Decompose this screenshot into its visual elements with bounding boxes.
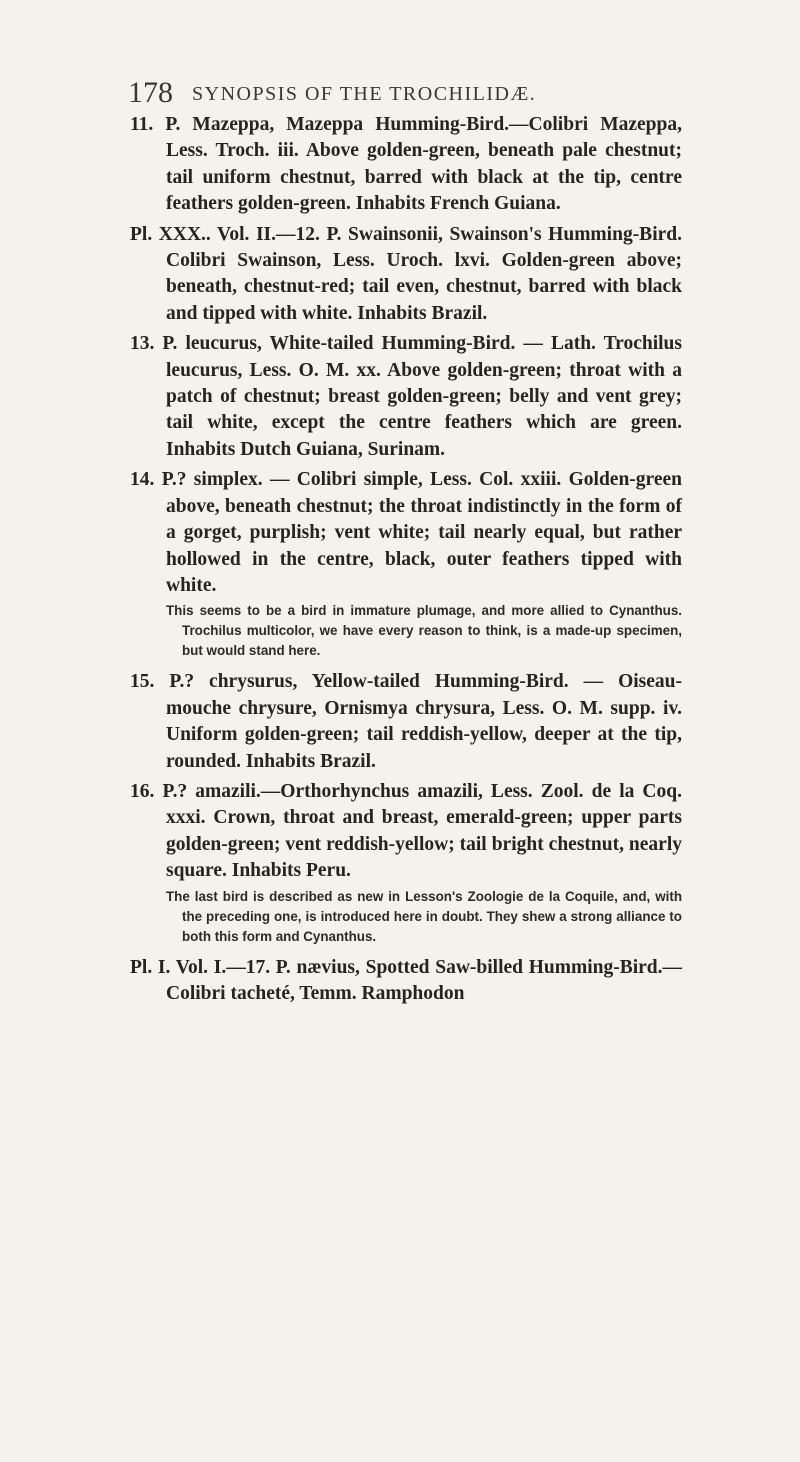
page-body (130, 112, 682, 1011)
running-title: SYNOPSIS OF THE TROCHILIDÆ. (192, 83, 537, 105)
species-entry-11: 11. P. Mazeppa, Mazeppa Humming-Bird.—Colibri Mazeppa, Less. Troch. iii. Above golden-green, beneath pale chestnut; tail uniform chestnut, barred with black at the tip, centre feathers golden-green. Inhabits French Guiana. (130, 114, 682, 215)
species-entry-17: Pl. I. Vol. I.—17. P. nævius, Spotted Saw-billed Humming-Bird.—Colibri tacheté, Temm. Ramphodon (130, 956, 682, 1004)
species-entry-16: 16. P.? amazili.—Orthorhynchus amazili, Less. Zool. de la Coq. xxxi. Crown, throat and breast, emerald-green; upper parts golden-green; vent reddish-yellow; tail bright chestnut, nearly square. Inhabits Peru. (130, 780, 682, 882)
species-entry-14: 14. P.? simplex. — Colibri simple, Less. Col. xxiii. Golden-green above, beneath chestnut; the throat indistinctly in the form of a gorget, purplish; vent white; tail nearly equal, but rather hollowed in the centre, black, outer feathers tipped with white. (130, 469, 682, 596)
footnote-entry-16: The last bird is described as new in Lesson's Zoologie de la Coquile, and, with the preceding one, is introduced here in doubt. They shew a strong alliance to both this form and Cynanthus. (166, 888, 682, 944)
species-entry-12: Pl. XXX.. Vol. II.—12. P. Swainsonii, Swainson's Humming-Bird. Colibri Swainson, Less. Uroch. lxvi. Golden-green above; beneath, chestnut-red; tail even, chestnut, barred with black and tipped with white. Inhabits Brazil. (130, 223, 682, 324)
page-number: 178 (128, 76, 173, 109)
species-entry-15: 15. P.? chrysurus, Yellow-tailed Humming-Bird. — Oiseau-mouche chrysure, Ornismya chrysura, Less. O. M. supp. iv. Uniform golden-green; tail reddish-yellow, deeper at the tip, rounded. Inhabits Brazil. (130, 671, 682, 772)
species-entry-13: 13. P. leucurus, White-tailed Humming-Bird. — Lath. Trochilus leucurus, Less. O. M. xx. Above golden-green; throat with a patch of chestnut; breast golden-green; belly and vent grey; tail white, except the centre feathers which are green. Inhabits Dutch Guiana, Surinam. (130, 333, 682, 460)
footnote-entry-14: This seems to be a bird in immature plumage, and more allied to Cynanthus. Trochilus multicolor, we have every reason to think, is a made-up specimen, but would stand here. (166, 603, 682, 659)
